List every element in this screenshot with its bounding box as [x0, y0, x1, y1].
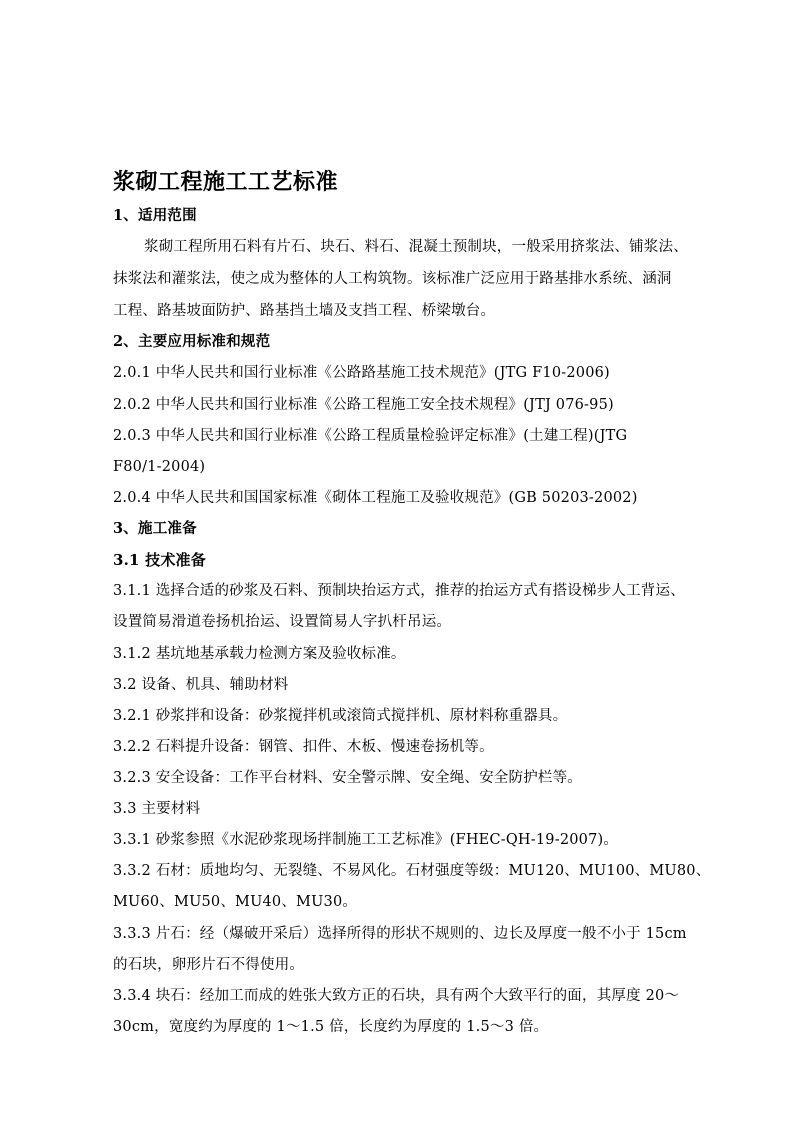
paragraph-line: 抹浆法和灌浆法，使之成为整体的人工构筑物。该标准广泛应用于路基排水系统、涵洞	[113, 271, 672, 287]
section-2-heading: 2、主要应用标准和规范	[113, 333, 271, 350]
item-3-1-1: 3.1.1 选择合适的砂浆及石料、预制块抬运方式，推荐的抬运方式有搭设梯步人工背运、	[113, 583, 685, 599]
item-3-3-1: 3.3.1 砂浆参照《水泥砂浆现场拌制施工工艺标准》(FHEC-QH-19-2007)。	[113, 832, 619, 848]
standard-item-2-0-4: 2.0.4 中华人民共和国国家标准《砌体工程施工及验收规范》(GB 50203-2002)	[113, 490, 638, 506]
item-3-2-3: 3.2.3 安全设备：工作平台材料、安全警示牌、安全绳、安全防护栏等。	[113, 770, 583, 786]
item-3-3-3-cont: 的石块，卵形片石不得使用。	[113, 957, 305, 973]
item-3-3-2-cont: MU60、MU50、MU40、MU30。	[113, 894, 358, 910]
standard-item-2-0-2: 2.0.2 中华人民共和国行业标准《公路工程施工安全技术规程》(JTJ 076-95)	[113, 397, 614, 413]
item-3-1-2: 3.1.2 基坑地基承载力检测方案及验收标准。	[113, 646, 406, 662]
item-3-1-1-cont: 设置简易滑道卷扬机抬运、设置简易人字扒杆吊运。	[113, 614, 452, 630]
item-3-3-4-cont: 30cm，宽度约为厚度的 1～1.5 倍，长度约为厚度的 1.5～3 倍。	[113, 1019, 549, 1035]
item-3-3-3: 3.3.3 片石：经（爆破开采后）选择所得的形状不规则的、边长及厚度一般不小于 15cm	[113, 926, 687, 942]
standard-item-2-0-3: 2.0.3 中华人民共和国行业标准《公路工程质量检验评定标准》(土建工程)(JTG	[113, 428, 628, 444]
document-title: 浆砌工程施工工艺标准	[113, 169, 339, 195]
standard-item-2-0-3-cont: F80/1-2004)	[113, 459, 206, 475]
item-3-2-1: 3.2.1 砂浆拌和设备：砂浆搅拌机或滚筒式搅拌机、原材料称重器具。	[113, 708, 568, 724]
standard-item-2-0-1: 2.0.1 中华人民共和国行业标准《公路路基施工技术规范》(JTG F10-2006)	[113, 365, 610, 381]
section-3-heading: 3、施工准备	[113, 520, 197, 537]
paragraph-line: 浆砌工程所用石料有片石、块石、料石、混凝土预制块，一般采用挤浆法、铺浆法、	[144, 239, 688, 255]
paragraph-line: 工程、路基坡面防护、路基挡土墙及支挡工程、桥梁墩台。	[113, 303, 496, 319]
item-3-3-4: 3.3.4 块石：经加工而成的姓张大致方正的石块，具有两个大致平行的面，其厚度 20～	[113, 988, 680, 1004]
section-3-2-heading: 3.2 设备、机具、辅助材料	[113, 677, 289, 693]
section-1-heading: 1、适用范围	[113, 207, 197, 224]
section-3-3-heading: 3.3 主要材料	[113, 801, 201, 817]
section-3-1-heading: 3.1 技术准备	[113, 551, 206, 569]
item-3-2-2: 3.2.2 石料提升设备：钢管、扣件、木板、慢速卷扬机等。	[113, 739, 494, 755]
item-3-3-2: 3.3.2 石材：质地均匀、无裂缝、不易风化。石材强度等级：MU120、MU100、MU80、	[113, 863, 711, 879]
